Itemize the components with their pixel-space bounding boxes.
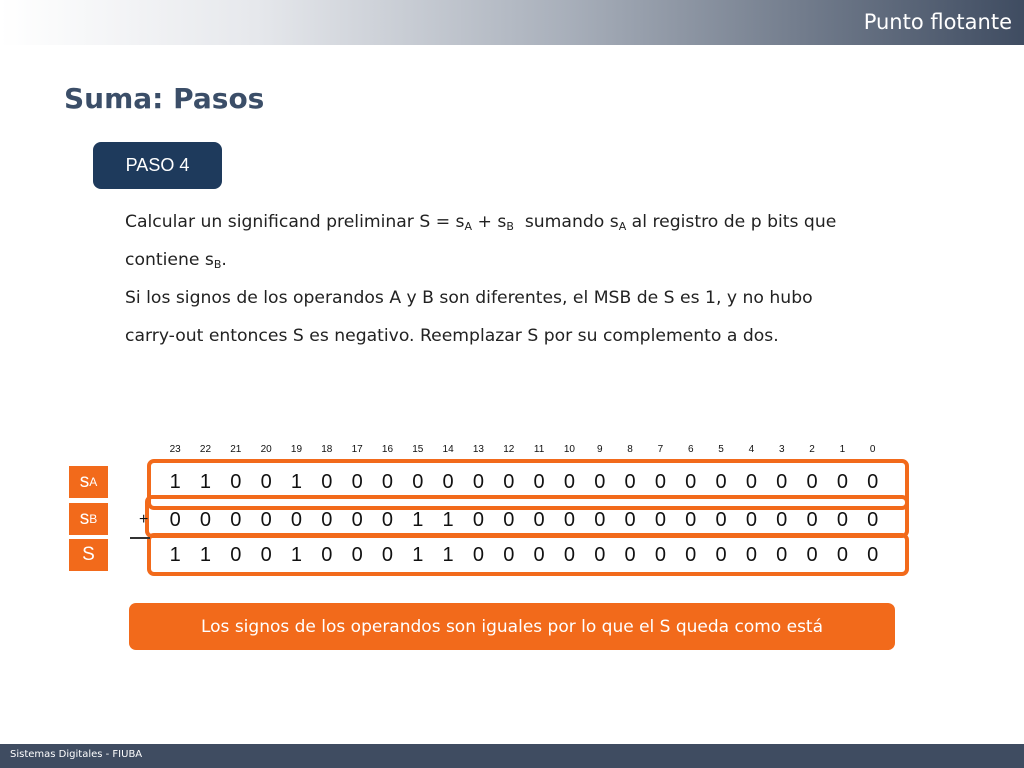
bit-index: 15	[412, 444, 424, 455]
bit-cell: 0	[594, 544, 606, 566]
section-title: Punto flotante	[863, 10, 1012, 34]
bit-cell: 0	[472, 471, 484, 493]
bit-cell: 1	[290, 544, 303, 566]
footer-bar	[0, 744, 1024, 768]
bit-cell: 0	[685, 509, 697, 531]
bit-cell: 0	[321, 509, 333, 531]
bit-cell: 0	[685, 544, 697, 566]
bit-cell: 0	[230, 509, 242, 531]
bit-cell: 0	[745, 544, 757, 566]
body-line-3: Si los signos de los operandos A y B son diferentes, el MSB de S es 1, y no hubo	[125, 288, 813, 308]
subscript: A	[464, 220, 473, 233]
bit-cell: 0	[199, 509, 212, 531]
register-sB-bits	[160, 509, 888, 532]
bit-cell: 0	[533, 471, 545, 493]
bit-index: 21	[230, 444, 242, 455]
page-title: Suma: Pasos	[64, 82, 265, 115]
bit-cell: 0	[533, 509, 545, 531]
bit-cell: 0	[503, 544, 515, 566]
bit-cell: 0	[563, 471, 575, 493]
text-fragment: + s	[472, 212, 507, 232]
label-text: s	[79, 471, 90, 492]
bit-cell: 1	[199, 544, 212, 566]
bit-cell: 0	[654, 544, 666, 566]
bit-index: 8	[627, 444, 633, 455]
body-line-1	[125, 203, 905, 241]
bit-cell: 1	[412, 544, 424, 566]
register-S-label	[69, 539, 108, 571]
bit-cell: 0	[230, 471, 242, 493]
plus-sign: +	[139, 511, 149, 528]
bit-index: 11	[533, 444, 545, 455]
bit-index: 13	[472, 444, 484, 455]
bit-index: 17	[351, 444, 363, 455]
bit-cell: 0	[594, 471, 606, 493]
bit-index: 10	[563, 444, 575, 455]
bit-cell: 0	[169, 509, 181, 531]
subscript: A	[618, 220, 627, 233]
bit-cell: 0	[563, 509, 575, 531]
text-fragment: Calcular un significand preliminar S = s	[125, 212, 465, 232]
bit-index: 20	[260, 444, 272, 455]
bit-cell: 0	[715, 544, 727, 566]
bit-cell: 0	[472, 544, 484, 566]
bit-cell: 0	[806, 471, 818, 493]
text-fragment: contiene s	[125, 250, 214, 270]
bit-cell: 0	[260, 544, 272, 566]
bit-cell: 0	[321, 471, 333, 493]
register-sB-label: s B	[69, 503, 108, 535]
bit-index-row	[160, 444, 888, 455]
bit-cell: 0	[533, 544, 545, 566]
bit-cell: 0	[290, 509, 303, 531]
bit-cell: 0	[654, 509, 666, 531]
subscript: B	[213, 258, 222, 271]
bit-index: 7	[657, 444, 664, 455]
conclusion-box: Los signos de los operandos son iguales por lo que el S queda como está	[129, 603, 895, 650]
body-line-4: carry-out entonces S es negativo. Reemplazar S por su complemento a dos.	[125, 326, 779, 346]
bit-cell: 0	[836, 509, 848, 531]
bit-index: 9	[596, 444, 603, 455]
bit-cell: 0	[624, 544, 636, 566]
bit-cell: 0	[776, 509, 788, 531]
label-text: s	[79, 508, 90, 529]
bit-cell: 0	[321, 544, 333, 566]
bit-cell: 1	[199, 471, 212, 493]
bit-cell: 0	[563, 544, 575, 566]
bit-cell: 0	[230, 544, 242, 566]
bit-index: 16	[381, 444, 394, 455]
bit-cell: 0	[412, 471, 424, 493]
bit-cell: 0	[745, 471, 757, 493]
bit-cell: 1	[442, 544, 454, 566]
bit-cell: 0	[351, 544, 363, 566]
bit-cell: 0	[381, 544, 394, 566]
body-line-2	[125, 241, 905, 279]
bit-cell: 0	[715, 509, 727, 531]
bit-index: 5	[718, 444, 724, 455]
bit-cell: 0	[472, 509, 484, 531]
bit-cell: 1	[169, 471, 181, 493]
text-fragment: sumando s	[513, 212, 619, 232]
text-fragment: al registro de p bits que	[626, 212, 837, 232]
label-text: S	[82, 544, 95, 565]
register-sA-bits	[160, 471, 888, 494]
bit-index: 18	[321, 444, 333, 455]
bit-cell: 0	[867, 544, 879, 566]
bit-cell: 0	[624, 509, 636, 531]
bit-cell: 0	[503, 509, 515, 531]
bit-cell: 0	[867, 471, 879, 493]
bit-index: 19	[290, 444, 303, 455]
bit-index: 23	[169, 444, 181, 455]
bit-cell: 0	[381, 509, 394, 531]
bit-cell: 0	[745, 509, 757, 531]
header-bar	[0, 0, 1024, 45]
bit-cell: 0	[624, 471, 636, 493]
bit-cell: 0	[654, 471, 666, 493]
bit-index: 14	[442, 444, 454, 455]
sum-line	[130, 537, 150, 539]
bit-index: 12	[503, 444, 515, 455]
bit-cell: 0	[806, 544, 818, 566]
text-fragment: .	[221, 250, 227, 270]
bit-cell: 0	[867, 509, 879, 531]
bit-cell: 0	[260, 509, 272, 531]
bit-cell: 0	[806, 509, 818, 531]
bit-index: 22	[199, 444, 212, 455]
bit-index: 4	[748, 444, 755, 455]
bit-index: 2	[809, 444, 815, 455]
bit-cell: 1	[412, 509, 424, 531]
register-sA-label: s A	[69, 466, 108, 498]
bit-cell: 0	[260, 471, 272, 493]
body-text	[125, 203, 905, 355]
bit-cell: 0	[836, 544, 848, 566]
bit-cell: 0	[442, 471, 454, 493]
bit-cell: 0	[351, 509, 363, 531]
footer-text: Sistemas Digitales - FIUBA	[10, 749, 143, 760]
bit-cell: 0	[594, 509, 606, 531]
bit-cell: 0	[776, 471, 788, 493]
bit-cell: 0	[381, 471, 394, 493]
bit-cell: 0	[836, 471, 848, 493]
bit-cell: 0	[776, 544, 788, 566]
bit-cell: 1	[290, 471, 303, 493]
step-badge: PASO 4	[93, 142, 222, 189]
bit-cell: 0	[685, 471, 697, 493]
bit-index: 0	[869, 444, 876, 455]
bit-cell: 0	[715, 471, 727, 493]
bit-cell: 1	[442, 509, 454, 531]
bit-index: 1	[839, 444, 846, 455]
bit-index: 6	[687, 444, 694, 455]
bit-cell: 1	[169, 544, 181, 566]
bit-cell: 0	[351, 471, 363, 493]
register-S-bits	[160, 544, 888, 567]
subscript: B	[506, 220, 514, 233]
bit-cell: 0	[503, 471, 515, 493]
bit-index: 3	[778, 444, 785, 455]
